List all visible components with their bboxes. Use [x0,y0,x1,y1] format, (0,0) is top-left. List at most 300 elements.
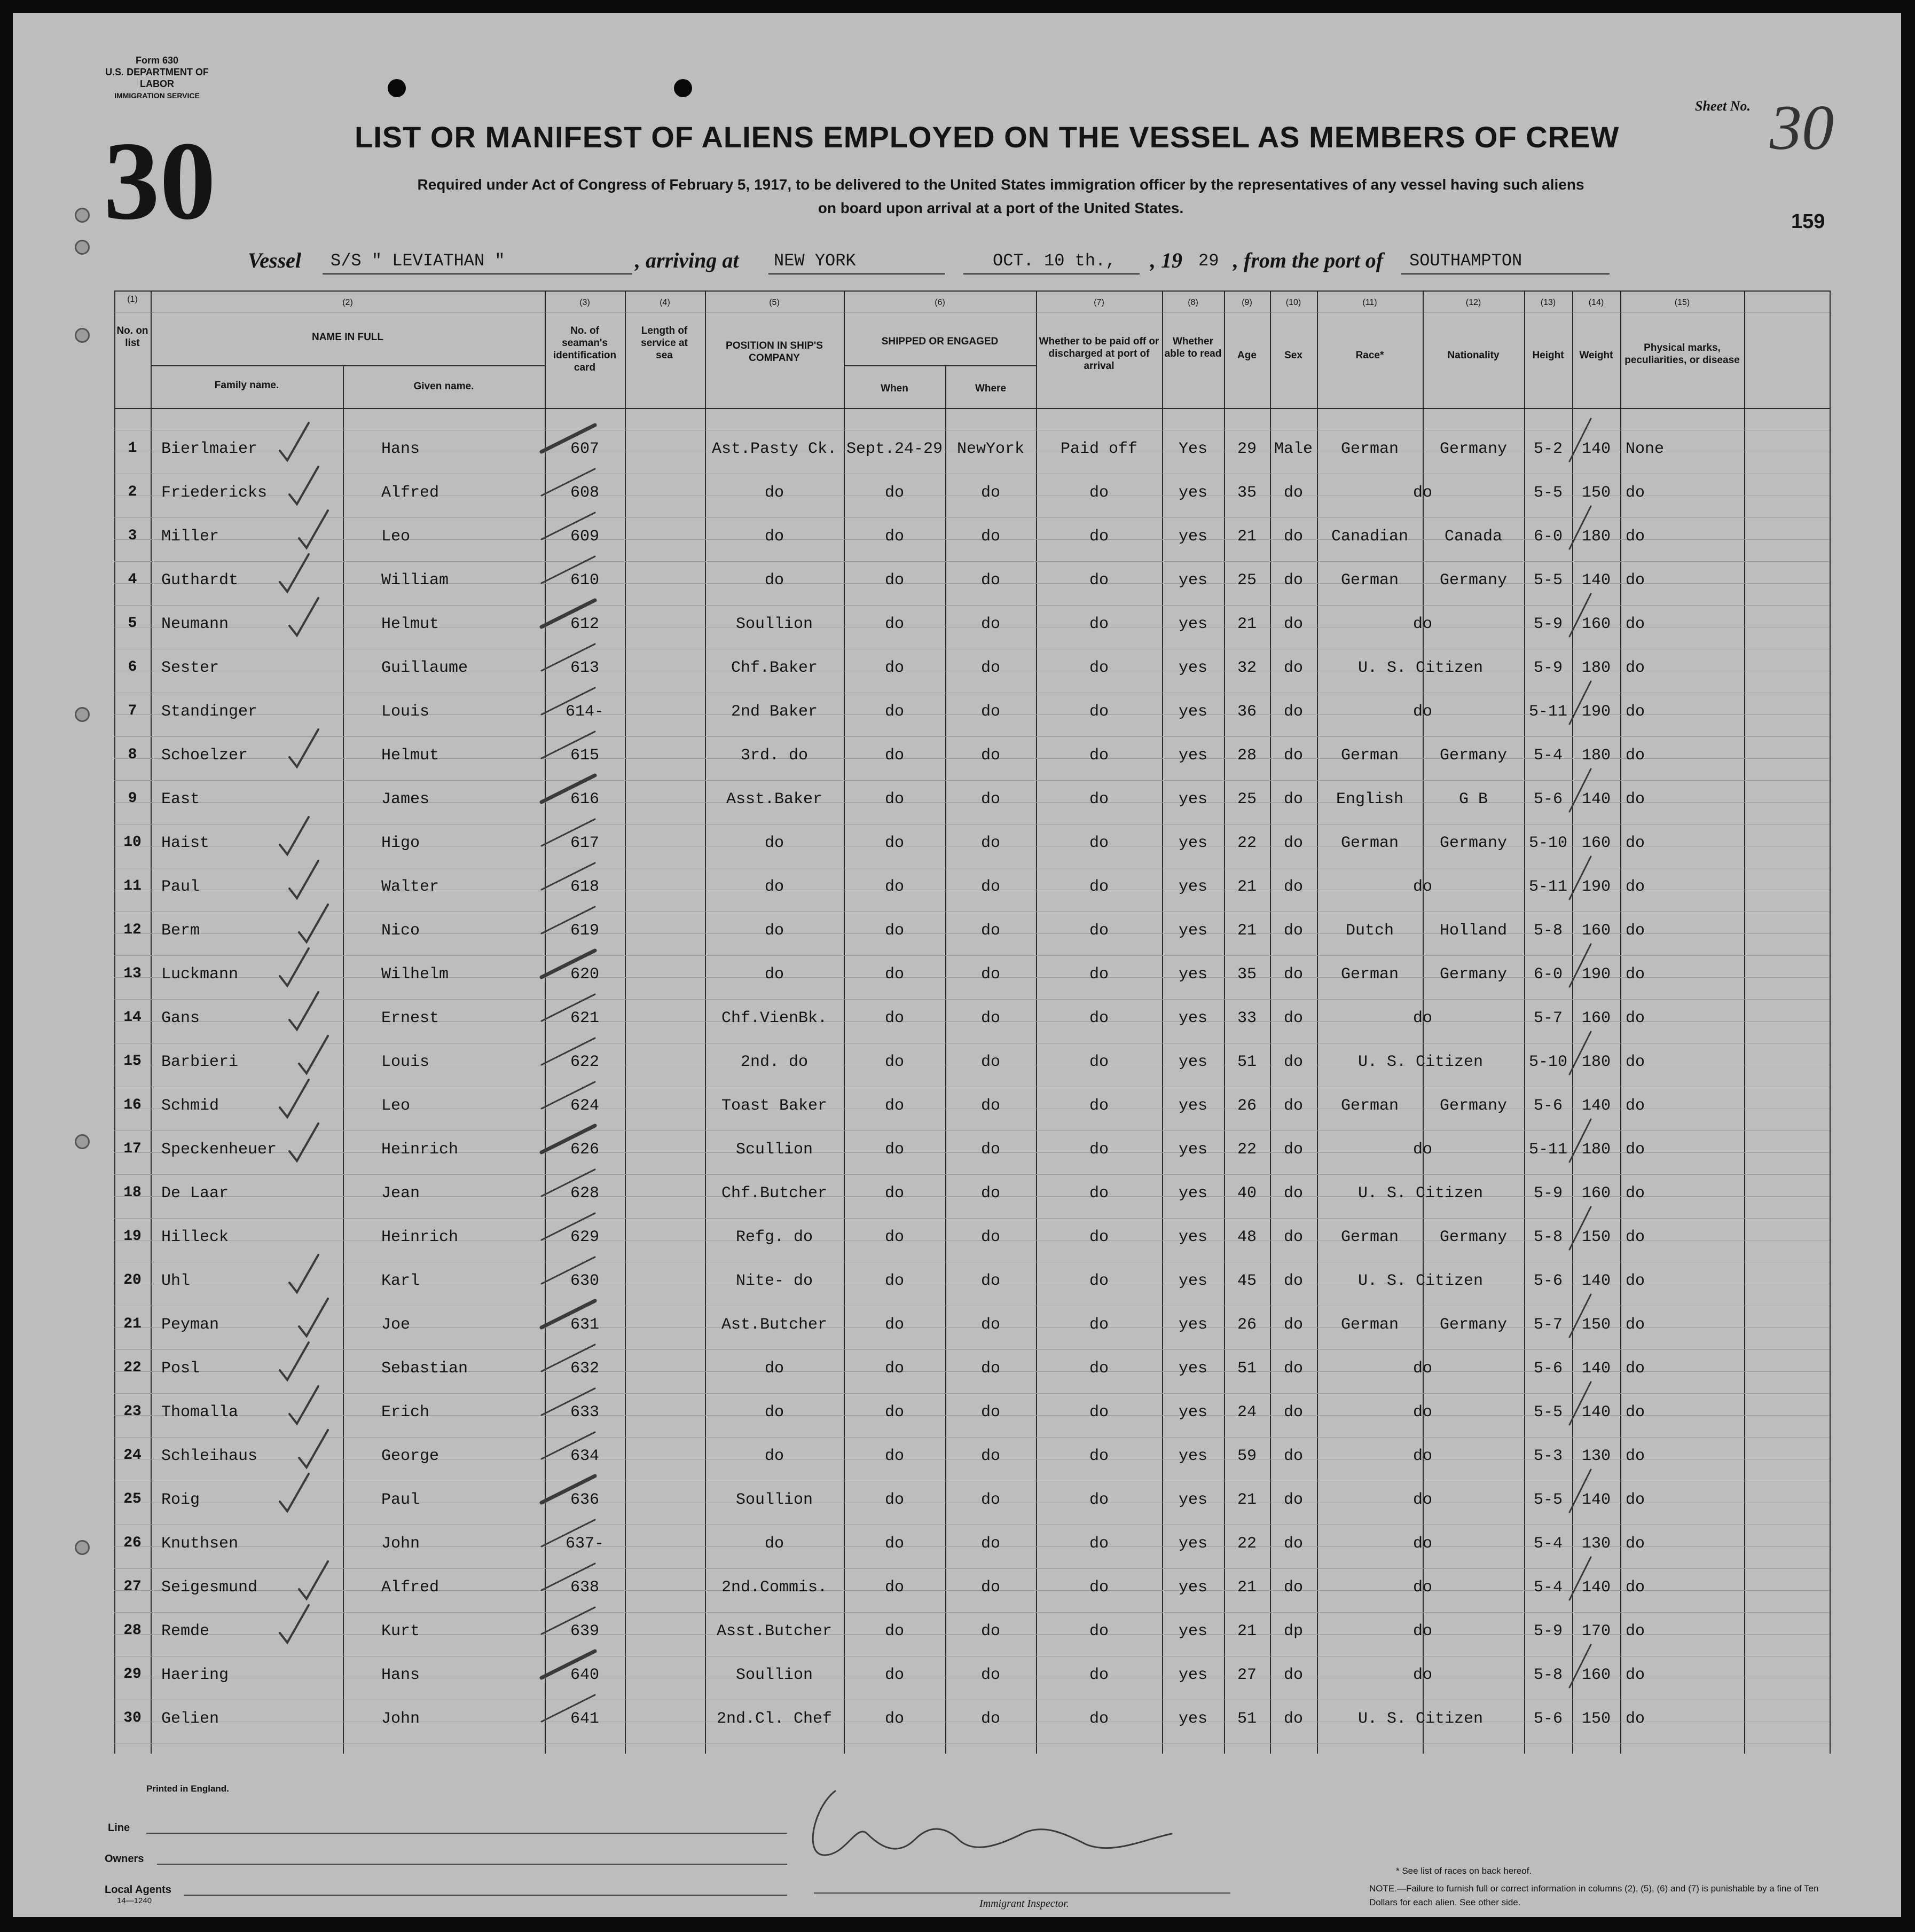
vessel-label: Vessel [248,248,301,272]
paid-off-cell: do [1089,1097,1109,1115]
family-name-cell: Neumann [161,615,229,633]
header-position: POSITION IN SHIP'S COMPANY [726,340,823,364]
family-name-cell: Luckmann [161,965,239,984]
position-cell: 3rd. do [740,747,809,765]
card-stroke-mark [541,994,595,1021]
race-cell: U. S. Citizen [1357,1184,1484,1203]
header-id-card: No. of seaman's identification card [553,325,617,373]
shipped-where-cell: do [980,1097,1000,1115]
weight-cell: 130 [1581,1447,1611,1465]
sheet-big-number: 30 [104,119,216,243]
able-to-read-cell: yes [1178,484,1207,502]
weight-cell: 140 [1581,1097,1611,1115]
departure-port: SOUTHAMPTON [1409,251,1522,271]
height-cell: 5-4 [1533,747,1563,765]
height-tick-mark [1569,594,1591,637]
family-name-cell: Haering [161,1666,229,1684]
printed-in-note: Printed in England. [146,1784,229,1794]
race-cell: German [1340,440,1399,458]
id-card-cell: 608 [570,484,599,502]
weight-cell: 140 [1581,1578,1611,1597]
race-cell: do [1412,1622,1432,1640]
header-age: Age [1237,350,1257,361]
shipped-when-cell: do [884,1009,904,1027]
position-cell: Soullion [735,1666,813,1684]
family-name-cell: Speckenheuer [161,1141,277,1159]
header-physical-marks: Physical marks, peculiarities, or disease [1624,342,1740,366]
height-tick-mark [1569,1382,1591,1425]
physical-marks-cell: do [1626,1491,1645,1509]
weight-cell: 160 [1581,1009,1611,1027]
row-number: 19 [123,1228,142,1245]
paid-off-cell: do [1089,1535,1109,1553]
shipped-when-cell: do [884,1710,904,1728]
card-stroke-mark [541,1257,595,1284]
race-cell: do [1412,1535,1432,1553]
agents-label: Local Agents [105,1884,171,1896]
weight-cell: 130 [1581,1535,1611,1553]
able-to-read-cell: yes [1178,1228,1207,1246]
paid-off-cell: do [1089,1710,1109,1728]
sex-cell: do [1283,834,1303,852]
row-number: 7 [128,703,137,719]
height-cell: 5-3 [1533,1447,1563,1465]
card-stroke-mark [541,1301,595,1328]
shipped-where-cell: do [980,1710,1000,1728]
race-cell: Dutch [1345,922,1394,940]
age-cell: 29 [1237,440,1257,458]
races-note: * See list of races on back hereof. [1396,1866,1532,1876]
family-name-cell: Berm [161,922,200,940]
shipped-when-cell: do [884,1316,904,1334]
family-name-cell: Uhl [161,1272,191,1290]
able-to-read-cell: yes [1178,1360,1207,1378]
physical-marks-cell: do [1626,659,1645,677]
row-number: 28 [123,1622,142,1639]
header-nationality: Nationality [1447,350,1500,361]
age-cell: 33 [1237,1009,1257,1027]
card-stroke-mark [541,1388,595,1415]
race-cell: do [1412,484,1432,502]
family-name-cell: Hilleck [161,1228,229,1246]
line-label: Line [108,1822,130,1834]
shipped-where-cell: do [980,1535,1000,1553]
row-number: 29 [123,1666,142,1683]
shipped-where-cell: do [980,834,1000,852]
nationality-cell: Germany [1439,1316,1508,1334]
row-number: 3 [128,528,137,544]
weight-cell: 140 [1581,1403,1611,1421]
row-number: 14 [123,1009,142,1026]
paid-off-cell: do [1089,1009,1109,1027]
from-port-label: , from the port of [1233,248,1384,272]
paid-off-cell: do [1089,484,1109,502]
col-number-10: (10) [1285,298,1301,307]
card-stroke-mark [541,1520,595,1546]
given-name-cell: Helmut [381,747,439,765]
id-card-cell: 609 [570,528,599,546]
position-cell: Soullion [735,615,813,633]
sex-cell: do [1283,1578,1303,1597]
inspector-signature-line [814,1892,1230,1894]
given-name-cell: Ernest [381,1009,439,1027]
weight-cell: 190 [1581,878,1611,896]
header-no-on-list: No. on list [116,325,148,349]
given-name-cell: Leo [381,528,411,546]
card-stroke-mark [541,775,595,802]
sex-cell: do [1283,1228,1303,1246]
position-cell: do [764,834,784,852]
shipped-when-cell: do [884,1491,904,1509]
shipped-when-cell: do [884,1360,904,1378]
service-name: IMMIGRATION SERVICE [114,91,200,100]
position-cell: Ast.Pasty Ck. [711,440,837,458]
check-mark-icon [280,1474,309,1511]
sex-cell: do [1283,1097,1303,1115]
weight-cell: 160 [1581,922,1611,940]
position-cell: 2nd.Cl. Chef [716,1710,833,1728]
able-to-read-cell: yes [1178,1009,1207,1027]
paid-off-cell: do [1089,1228,1109,1246]
able-to-read-cell: yes [1178,1097,1207,1115]
height-cell: 6-0 [1533,965,1563,984]
sex-cell: do [1283,1009,1303,1027]
paid-off-cell: do [1089,1666,1109,1684]
height-tick-mark [1569,681,1591,724]
row-number: 30 [123,1710,142,1726]
position-cell: 2nd. do [740,1053,809,1071]
shipped-when-cell: do [884,1097,904,1115]
card-stroke-mark [541,1432,595,1459]
height-tick-mark [1569,506,1591,549]
physical-marks-cell: do [1626,1666,1645,1684]
weight-cell: 140 [1581,1360,1611,1378]
shipped-when-cell: do [884,1141,904,1159]
manifest-sheet [13,13,1901,1917]
race-cell: German [1340,1228,1399,1246]
shipped-where-cell: do [980,790,1000,808]
paid-off-cell: do [1089,1184,1109,1203]
header-where: Where [975,383,1007,394]
height-cell: 5-9 [1533,659,1563,677]
height-cell: 5-6 [1533,1710,1563,1728]
age-cell: 51 [1237,1710,1257,1728]
shipped-when-cell: do [884,1535,904,1553]
header-sex: Sex [1284,350,1302,361]
height-cell: 5-5 [1533,571,1563,590]
nationality-cell: Holland [1439,922,1508,940]
given-name-cell: Erich [381,1403,430,1421]
check-mark-icon [280,1080,309,1117]
age-cell: 25 [1237,790,1257,808]
able-to-read-cell: yes [1178,1622,1207,1640]
penalty-note: NOTE.—Failure to furnish full or correct information in columns (2), (5), (6) and (7) is punishable by a fine of Ten Dollars for each alien. See other side. [1369,1883,1819,1907]
given-name-cell: Kurt [381,1622,420,1640]
given-name-cell: Alfred [381,484,439,502]
sex-cell: do [1283,615,1303,633]
age-cell: 21 [1237,1622,1257,1640]
height-cell: 5-8 [1533,1666,1563,1684]
id-card-cell: 630 [570,1272,599,1290]
card-stroke-mark [541,819,595,846]
id-card-cell: 624 [570,1097,599,1115]
paid-off-cell: do [1089,1622,1109,1640]
sex-cell: do [1283,1535,1303,1553]
id-card-cell: 631 [570,1316,599,1334]
family-name-cell: Gans [161,1009,200,1027]
physical-marks-cell: do [1626,790,1645,808]
id-card-cell: 639 [570,1622,599,1640]
row-number: 12 [123,922,142,938]
position-cell: do [764,878,784,896]
age-cell: 51 [1237,1360,1257,1378]
family-name-cell: Knuthsen [161,1535,239,1553]
shipped-when-cell: do [884,790,904,808]
height-cell: 5-2 [1533,440,1563,458]
position-cell: Scullion [735,1141,813,1159]
age-cell: 26 [1237,1316,1257,1334]
able-to-read-cell: yes [1178,922,1207,940]
card-stroke-mark [541,469,595,496]
header-length-service: Length of service at sea [641,325,688,361]
family-name-cell: Gelien [161,1710,219,1728]
agents-code: 14—1240 [117,1896,152,1905]
shipped-where-cell: do [980,1622,1000,1640]
nationality-cell: Germany [1439,834,1508,852]
nationality-cell: Germany [1439,440,1508,458]
shipped-when-cell: do [884,834,904,852]
height-tick-mark [1569,1207,1591,1250]
id-card-cell: 629 [570,1228,599,1246]
able-to-read-cell: yes [1178,703,1207,721]
able-to-read-cell: yes [1178,747,1207,765]
id-card-cell: 640 [570,1666,599,1684]
age-cell: 21 [1237,922,1257,940]
id-card-cell: 636 [570,1491,599,1509]
sex-cell: dp [1283,1622,1303,1640]
family-name-cell: Standinger [161,703,258,721]
height-cell: 5-6 [1533,790,1563,808]
id-card-cell: 618 [570,878,599,896]
nationality-cell: Germany [1439,747,1508,765]
paid-off-cell: do [1089,1447,1109,1465]
form-number: Form 630 [135,55,179,66]
col-number-1: (1) [127,295,138,304]
able-to-read-cell: yes [1178,528,1207,546]
id-card-cell: 621 [570,1009,599,1027]
shipped-where-cell: do [980,878,1000,896]
family-name-cell: Schoelzer [161,747,248,765]
race-cell: U. S. Citizen [1357,1272,1484,1290]
row-number: 27 [123,1578,142,1595]
physical-marks-cell: do [1626,1053,1645,1071]
height-tick-mark [1569,1645,1591,1687]
family-name-cell: Guthardt [161,571,239,590]
given-name-cell: Sebastian [381,1360,468,1378]
position-cell: do [764,922,784,940]
shipped-where-cell: do [980,1184,1000,1203]
row-number: 23 [123,1403,142,1420]
age-cell: 45 [1237,1272,1257,1290]
physical-marks-cell: do [1626,1403,1645,1421]
shipped-where-cell: do [980,1228,1000,1246]
card-stroke-mark [541,644,595,671]
physical-marks-cell: do [1626,878,1645,896]
shipped-where-cell: do [980,965,1000,984]
row-number: 8 [128,747,137,763]
weight-cell: 170 [1581,1622,1611,1640]
height-tick-mark [1569,1119,1591,1162]
card-stroke-mark [541,1169,595,1196]
family-name-cell: Haist [161,834,210,852]
position-cell: Toast Baker [721,1097,828,1115]
id-card-cell: 634 [570,1447,599,1465]
given-name-cell: John [381,1710,420,1728]
weight-cell: 150 [1581,484,1611,502]
row-number: 24 [123,1447,142,1464]
family-name-cell: Seigesmund [161,1578,258,1597]
height-cell: 5-4 [1533,1535,1563,1553]
sex-cell: do [1283,1447,1303,1465]
race-cell: U. S. Citizen [1357,659,1484,677]
age-cell: 21 [1237,528,1257,546]
position-cell: Chf.Baker [731,659,818,677]
row-number: 15 [123,1053,142,1070]
card-stroke-mark [541,1607,595,1634]
check-mark-icon [280,1605,309,1643]
physical-marks-cell: do [1626,965,1645,984]
family-name-cell: De Laar [161,1184,229,1203]
given-name-cell: Leo [381,1097,411,1115]
card-stroke-mark [541,600,595,627]
paid-off-cell: do [1089,1141,1109,1159]
height-cell: 6-0 [1533,528,1563,546]
check-mark-icon [299,1036,328,1073]
sex-cell: do [1283,1141,1303,1159]
physical-marks-cell: do [1626,1447,1645,1465]
card-stroke-mark [541,425,595,452]
shipped-when-cell: do [884,659,904,677]
card-stroke-mark [541,907,595,933]
family-name-cell: Paul [161,878,200,896]
sex-cell: do [1283,1053,1303,1071]
id-card-cell: 637- [565,1535,604,1553]
weight-cell: 160 [1581,615,1611,633]
arrival-date: OCT. 10 th., [993,251,1116,271]
shipped-where-cell: do [980,922,1000,940]
able-to-read-cell: yes [1178,1535,1207,1553]
shipped-where-cell: do [980,1447,1000,1465]
weight-cell: 180 [1581,747,1611,765]
paid-off-cell: do [1089,747,1109,765]
age-cell: 59 [1237,1447,1257,1465]
given-name-cell: Higo [381,834,420,852]
weight-cell: 150 [1581,1228,1611,1246]
paid-off-cell: do [1089,1403,1109,1421]
able-to-read-cell: yes [1178,1578,1207,1597]
race-cell: U. S. Citizen [1357,1053,1484,1071]
weight-cell: 140 [1581,1272,1611,1290]
sex-cell: do [1283,528,1303,546]
able-to-read-cell: yes [1178,965,1207,984]
id-card-cell: 616 [570,790,599,808]
paid-off-cell: do [1089,878,1109,896]
weight-cell: 140 [1581,790,1611,808]
id-card-cell: 619 [570,922,599,940]
nationality-cell: Germany [1439,1097,1508,1115]
nationality-cell: Germany [1439,965,1508,984]
col-number-8: (8) [1188,298,1198,307]
shipped-when-cell: do [884,1184,904,1203]
col-number-15: (15) [1674,298,1690,307]
given-name-cell: John [381,1535,420,1553]
header-name-in-full: NAME IN FULL [311,332,384,343]
sex-cell: do [1283,965,1303,984]
inspector-label: Immigrant Inspector. [979,1898,1069,1910]
check-mark-icon [289,1255,318,1292]
sheet-no-value: 30 [1770,92,1834,163]
physical-marks-cell: do [1626,1184,1645,1203]
weight-cell: 150 [1581,1316,1611,1334]
given-name-cell: Helmut [381,615,439,633]
paid-off-cell: do [1089,922,1109,940]
physical-marks-cell: do [1626,1141,1645,1159]
able-to-read-cell: yes [1178,1184,1207,1203]
paid-off-cell: do [1089,790,1109,808]
height-tick-mark [1569,419,1591,461]
check-mark-icon [280,554,309,592]
weight-cell: 160 [1581,1666,1611,1684]
age-cell: 22 [1237,1535,1257,1553]
shipped-where-cell: do [980,1009,1000,1027]
position-cell: do [764,1403,784,1421]
physical-marks-cell: do [1626,1272,1645,1290]
age-cell: 25 [1237,571,1257,590]
row-number: 9 [128,790,137,807]
age-cell: 22 [1237,1141,1257,1159]
given-name-cell: Heinrich [381,1141,459,1159]
physical-marks-cell: None [1626,440,1665,458]
given-name-cell: Heinrich [381,1228,459,1246]
row-number: 25 [123,1491,142,1507]
age-cell: 21 [1237,878,1257,896]
able-to-read-cell: yes [1178,1141,1207,1159]
race-cell: do [1412,1447,1432,1465]
family-name-cell: Schmid [161,1097,219,1115]
shipped-when-cell: do [884,1272,904,1290]
nationality-cell: Germany [1439,571,1508,590]
race-cell: German [1340,1097,1399,1115]
shipped-when-cell: do [884,965,904,984]
paid-off-cell: do [1089,703,1109,721]
check-mark-icon [289,992,318,1030]
age-cell: 26 [1237,1097,1257,1115]
physical-marks-cell: do [1626,1228,1645,1246]
physical-marks-cell: do [1626,484,1645,502]
height-cell: 5-7 [1533,1009,1563,1027]
check-mark-icon [289,467,318,504]
shipped-where-cell: do [980,615,1000,633]
shipped-when-cell: do [884,747,904,765]
physical-marks-cell: do [1626,922,1645,940]
race-cell: German [1340,834,1399,852]
weight-cell: 140 [1581,571,1611,590]
given-name-cell: James [381,790,430,808]
shipped-where-cell: do [980,659,1000,677]
able-to-read-cell: yes [1178,1316,1207,1334]
nationality-cell: Canada [1444,528,1503,546]
weight-cell: 190 [1581,965,1611,984]
